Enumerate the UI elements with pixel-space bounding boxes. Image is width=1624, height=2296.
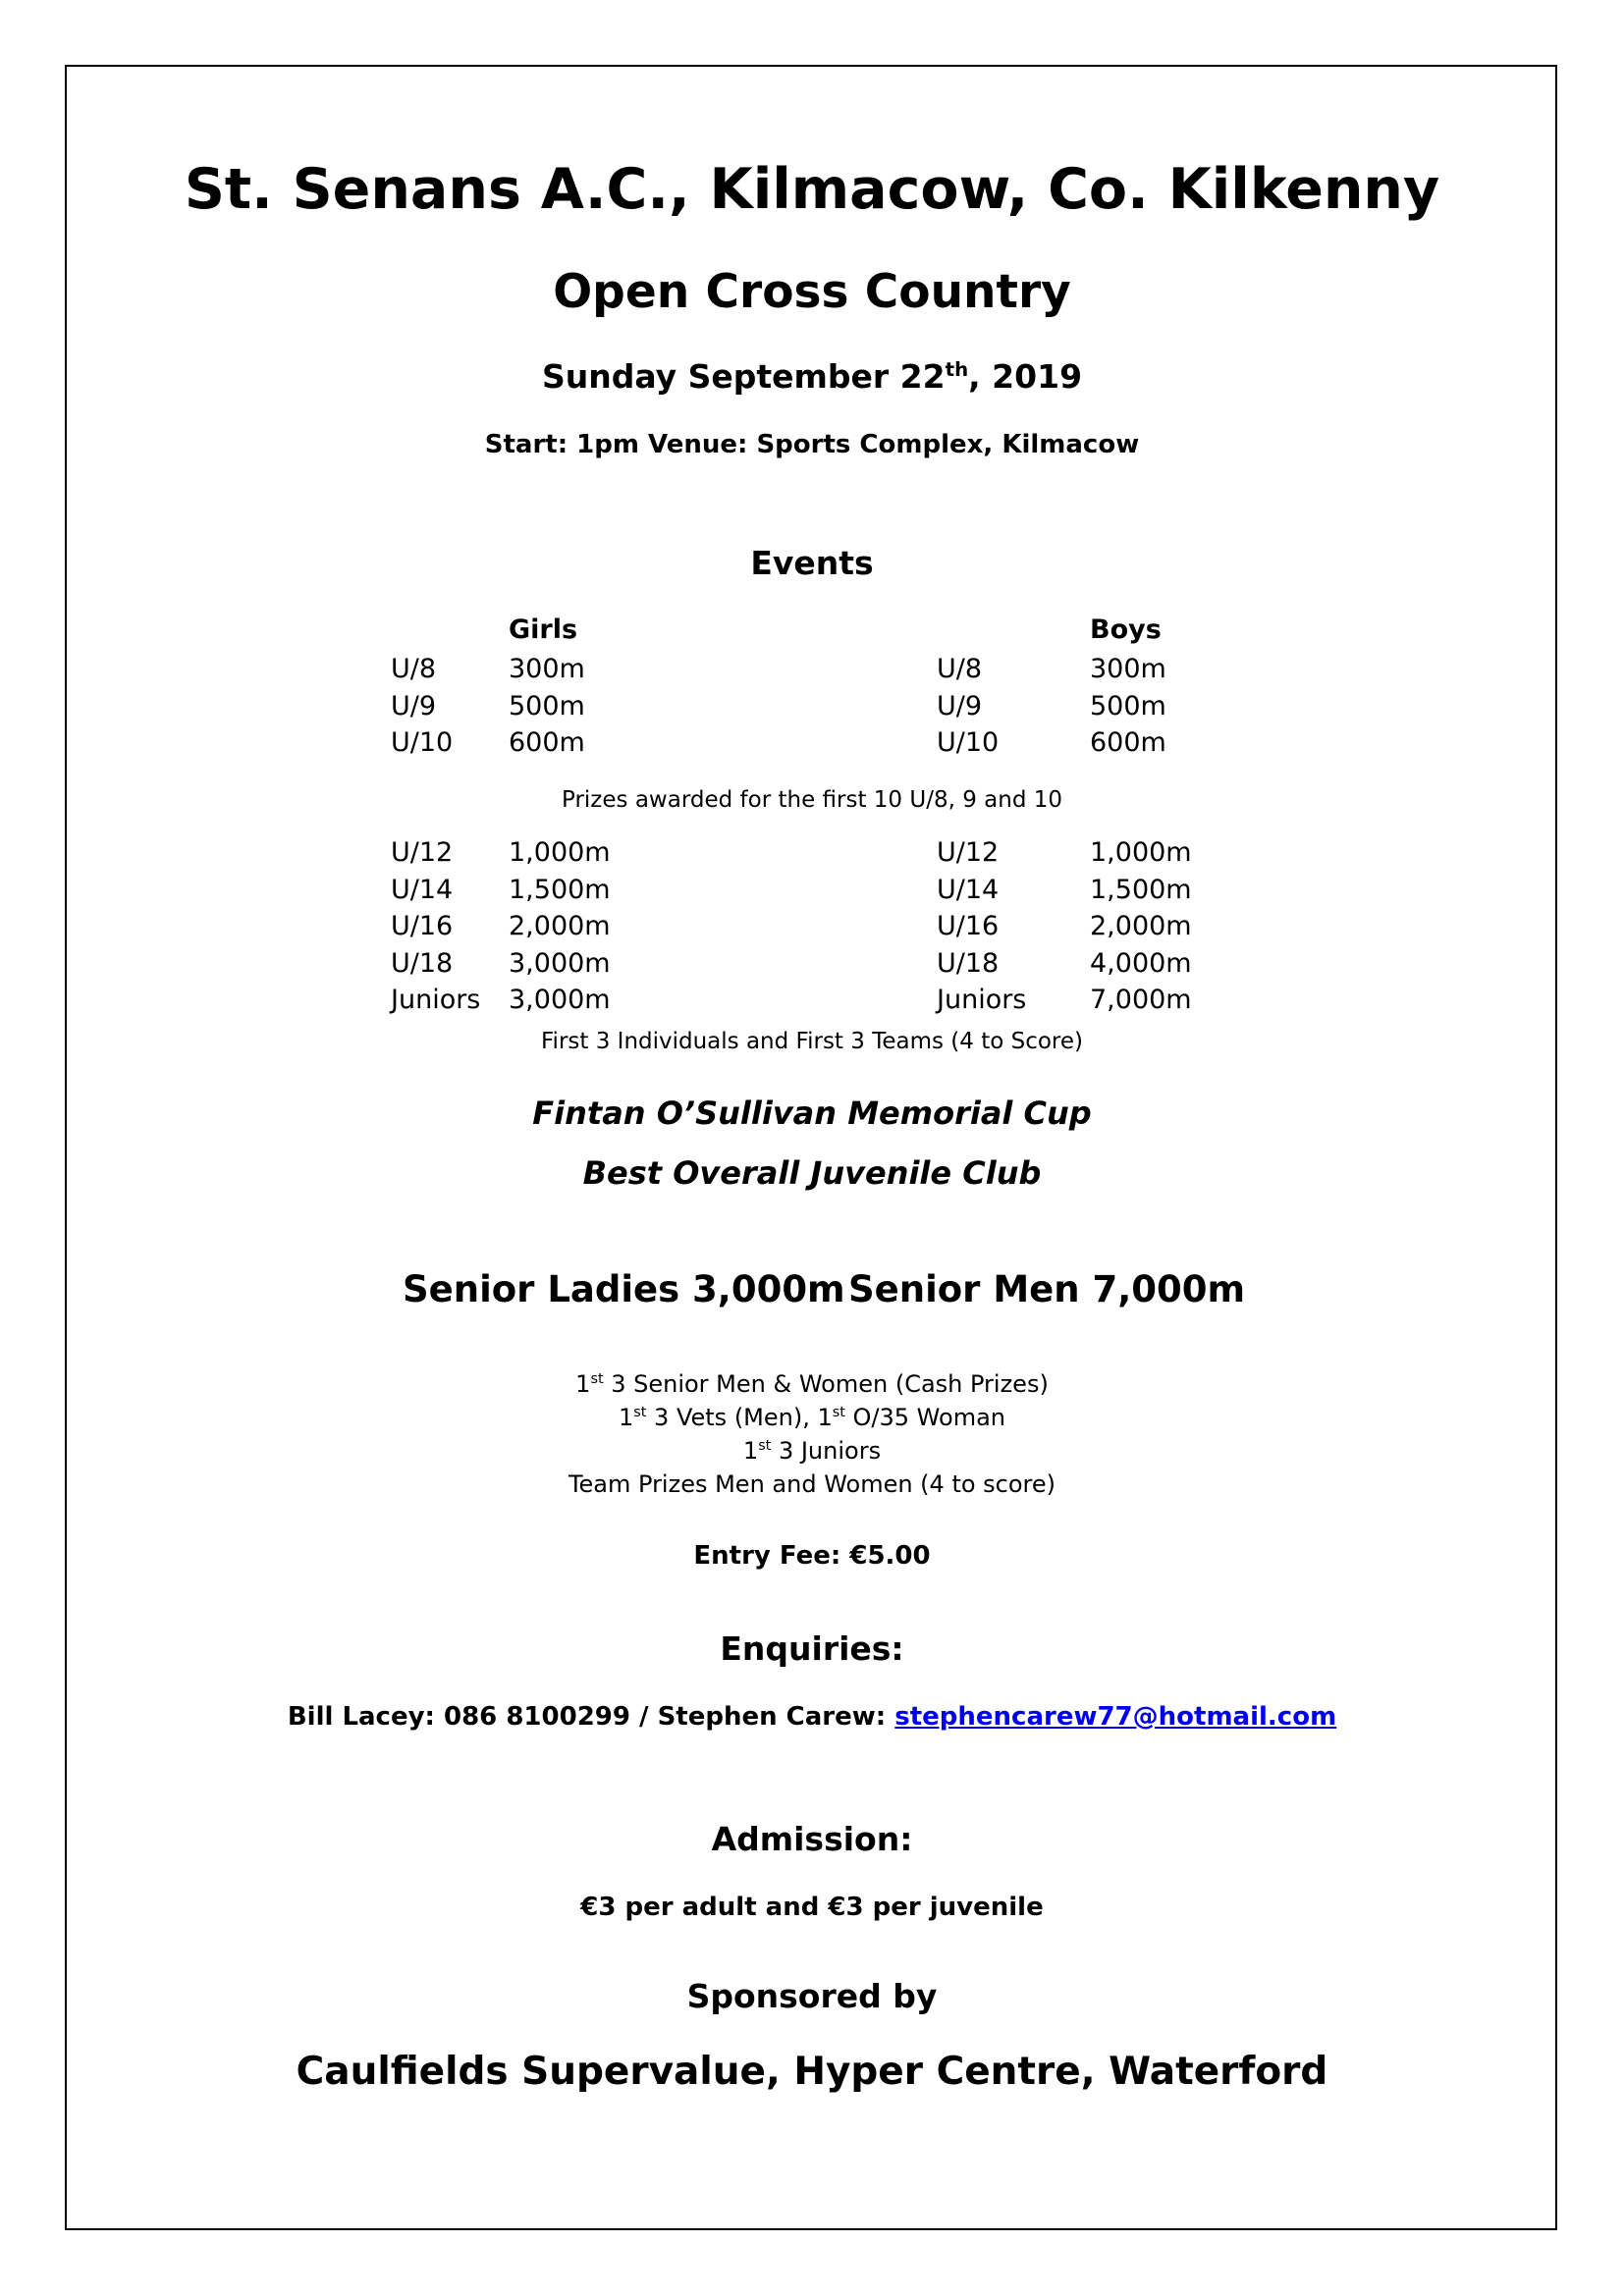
- list-item: U/14: [391, 874, 454, 905]
- girls-group2-ages: [391, 834, 480, 1019]
- list-item: U/10: [391, 727, 454, 758]
- date-suffix: th: [945, 358, 969, 381]
- list-item: U/8: [391, 654, 437, 684]
- ordinal-suffix: st: [758, 1438, 772, 1454]
- list-item: U/14: [937, 874, 1000, 905]
- list-item: 2,000m: [1090, 911, 1192, 941]
- email-link[interactable]: stephencarew77@hotmail.com: [894, 1702, 1337, 1732]
- senior-ladies-event: Senior Ladies 3,000m: [403, 1268, 845, 1310]
- prize-text: 3 Juniors: [771, 1437, 882, 1465]
- list-item: U/10: [937, 727, 1000, 758]
- list-item: U/9: [391, 690, 437, 721]
- page-title: St. Senans A.C., Kilmacow, Co. Kilkenny: [184, 157, 1440, 222]
- admission-price: €3 per adult and €3 per juvenile: [580, 1893, 1044, 1922]
- list-item: U/9: [937, 690, 983, 721]
- enquiries-heading: Enquiries:: [720, 1629, 904, 1668]
- event-subtitle: Open Cross Country: [553, 265, 1071, 319]
- prize-text: 3 Senior Men & Women (Cash Prizes): [603, 1370, 1049, 1398]
- ordinal: 1: [742, 1437, 759, 1465]
- list-item: 2,000m: [509, 911, 611, 941]
- start-venue-line: Start: 1pm Venue: Sports Complex, Kilmacow: [484, 430, 1140, 459]
- girls-heading: Girls: [509, 614, 578, 645]
- senior-men-event: Senior Men 7,000m: [848, 1268, 1246, 1310]
- events-heading: Events: [750, 544, 874, 582]
- boys-group1-distances: [1090, 651, 1166, 762]
- contact-text: Bill Lacey: 086 8100299 / Stephen Carew:: [287, 1702, 895, 1732]
- date-year: , 2019: [968, 357, 1083, 396]
- entry-fee: Entry Fee: €5.00: [693, 1541, 931, 1571]
- list-item: U/18: [391, 947, 454, 979]
- girls-group1-distances: [509, 651, 585, 762]
- juniors-prize-line: [0, 1437, 1624, 1465]
- list-item: U/16: [391, 911, 454, 941]
- sponsored-heading: Sponsored by: [686, 1977, 938, 2015]
- list-item: U/18: [937, 947, 1000, 979]
- boys-group1-ages: [937, 651, 999, 762]
- ordinal: 1: [575, 1370, 591, 1398]
- sponsor-name: Caulfields Supervalue, Hyper Centre, Waterford: [296, 2050, 1328, 2094]
- list-item: U/16: [937, 911, 1000, 941]
- prizes-note-teams: First 3 Individuals and First 3 Teams (4 to Score): [541, 1029, 1083, 1054]
- list-item: 600m: [1090, 727, 1166, 758]
- girls-group2-distances: [509, 834, 611, 1019]
- team-prizes-line: Team Prizes Men and Women (4 to score): [568, 1470, 1056, 1498]
- prizes-note-juvenile: Prizes awarded for the first 10 U/8, 9 and 10: [562, 787, 1062, 813]
- ordinal: 1: [619, 1404, 634, 1431]
- list-item: U/12: [937, 837, 1000, 868]
- list-item: 1,500m: [509, 874, 611, 905]
- list-item: 300m: [1090, 654, 1166, 684]
- juvenile-club-award: Best Overall Juvenile Club: [582, 1154, 1042, 1192]
- prize-text: O/35 Woman: [844, 1404, 1005, 1431]
- list-item: 3,000m: [509, 985, 611, 1015]
- list-item: 1,000m: [1090, 837, 1192, 868]
- admission-heading: Admission:: [711, 1820, 913, 1858]
- boys-group2-ages: [937, 834, 1026, 1019]
- prize-text: 3 Vets (Men),: [646, 1404, 818, 1431]
- list-item: 600m: [509, 727, 585, 758]
- enquiries-contact: [0, 1702, 1624, 1732]
- ordinal-suffix: st: [590, 1371, 604, 1387]
- ordinal-suffix: st: [832, 1405, 845, 1420]
- memorial-cup: Fintan O’Sullivan Memorial Cup: [532, 1095, 1092, 1132]
- list-item: 1,000m: [509, 837, 611, 868]
- list-item: 3,000m: [509, 947, 611, 979]
- girls-group1-ages: [391, 651, 453, 762]
- list-item: U/12: [391, 837, 454, 868]
- list-item: 7,000m: [1090, 985, 1192, 1015]
- date-text: Sunday September 22: [541, 357, 946, 396]
- list-item: Juniors: [937, 985, 1027, 1015]
- senior-prize-line: [0, 1370, 1624, 1398]
- boys-heading: Boys: [1090, 614, 1162, 645]
- ordinal-suffix: st: [633, 1405, 647, 1420]
- event-date: [0, 357, 1624, 396]
- list-item: 1,500m: [1090, 874, 1192, 905]
- list-item: Juniors: [391, 985, 481, 1015]
- ordinal: 1: [817, 1404, 833, 1431]
- list-item: 300m: [509, 654, 585, 684]
- list-item: 500m: [1090, 690, 1166, 721]
- list-item: U/8: [937, 654, 983, 684]
- list-item: 4,000m: [1090, 947, 1192, 979]
- vets-prize-line: [0, 1404, 1624, 1431]
- boys-group2-distances: [1090, 834, 1192, 1019]
- list-item: 500m: [509, 690, 585, 721]
